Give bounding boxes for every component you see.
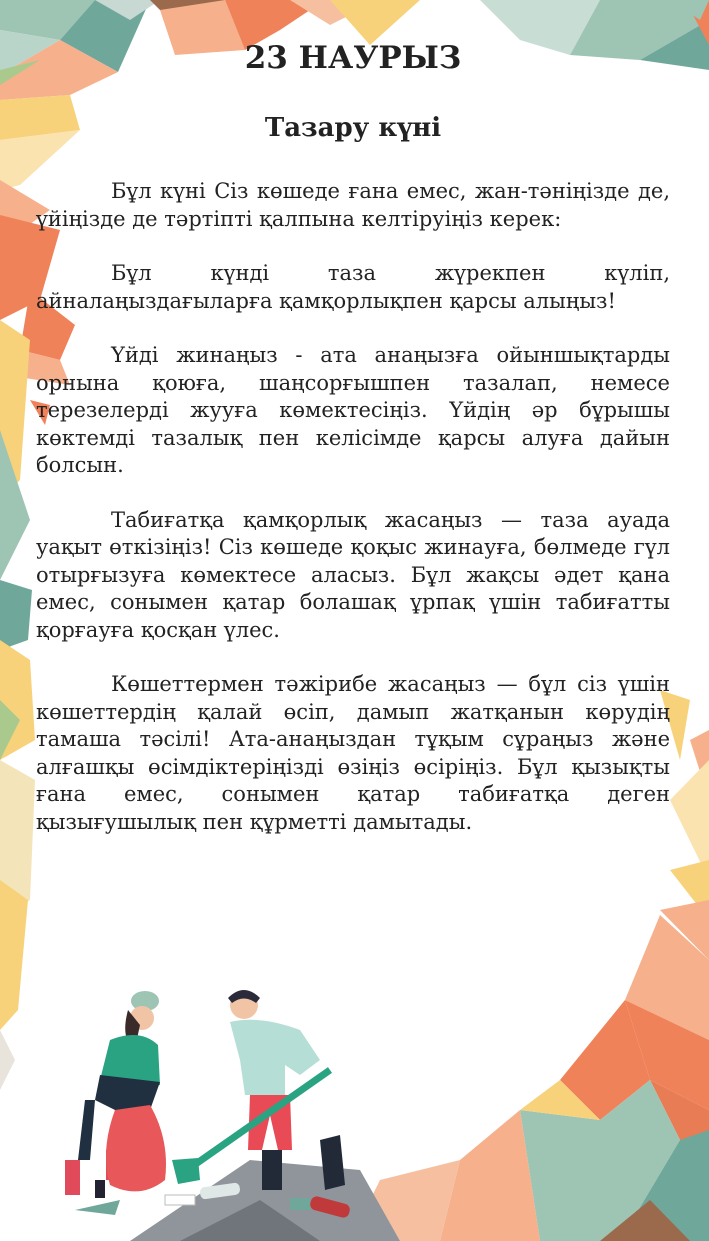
paragraph: Бұл күнді таза жүрекпен күліп, айналаңыздағыларға қамқорлықпен қарсы алыңыз!	[36, 261, 670, 313]
man-with-shovel-icon	[172, 990, 345, 1190]
date-title: 23 НАУРЫЗ	[244, 40, 462, 76]
woman-with-trash-bag-icon	[65, 991, 166, 1195]
bg-poly	[0, 880, 28, 1030]
body-text	[36, 178, 670, 863]
bg-poly	[0, 1030, 15, 1090]
paragraph: Үйді жинаңыз - ата анаңызға ойыншықтарды орнына қоюға, шаңсорғышпен тазалап, немесе терезелерді жууға көмектесіңіз. Үйдің әр бұрышы көктемді тазалық пен келісімде қарсы алуға дайын болсын.	[36, 343, 670, 477]
paragraph: Табиғатқа қамқорлық жасаңыз — таза ауада уақыт өткізіңіз! Сіз көшеде қоқыс жинауға, бөлмеде гүл отырғызуға көмектесе аласыз. Бұл жақсы әдет қана емес, сонымен қатар болашақ ұрпақ үшін табиғатты қорғауға қосқан үлес.	[36, 507, 670, 642]
bg-poly	[330, 0, 420, 45]
paragraph: Көшеттермен тәжірибе жасаңыз — бұл сіз үшін көшеттердің қалай өсіп, дамып жатқанын көрудің тамаша тәсілі! Ата-анаңыздан тұқым сұраңыз және алғашқы өсімдіктеріңізді өзіңіз өсіріңіз. Бұл қызықты ғана емес, сонымен қатар табиғатқа деген қызығушылық пен құрметті дамытады.	[36, 672, 670, 834]
bg-poly	[0, 580, 32, 650]
day-title: Тазару күні	[264, 113, 442, 143]
paragraph: Бұл күні Сіз көшеде ғана емес, жан-тәніңізде де, үйіңізде де тәртіпті қалпына келтіруіңіз керек:	[36, 179, 670, 231]
